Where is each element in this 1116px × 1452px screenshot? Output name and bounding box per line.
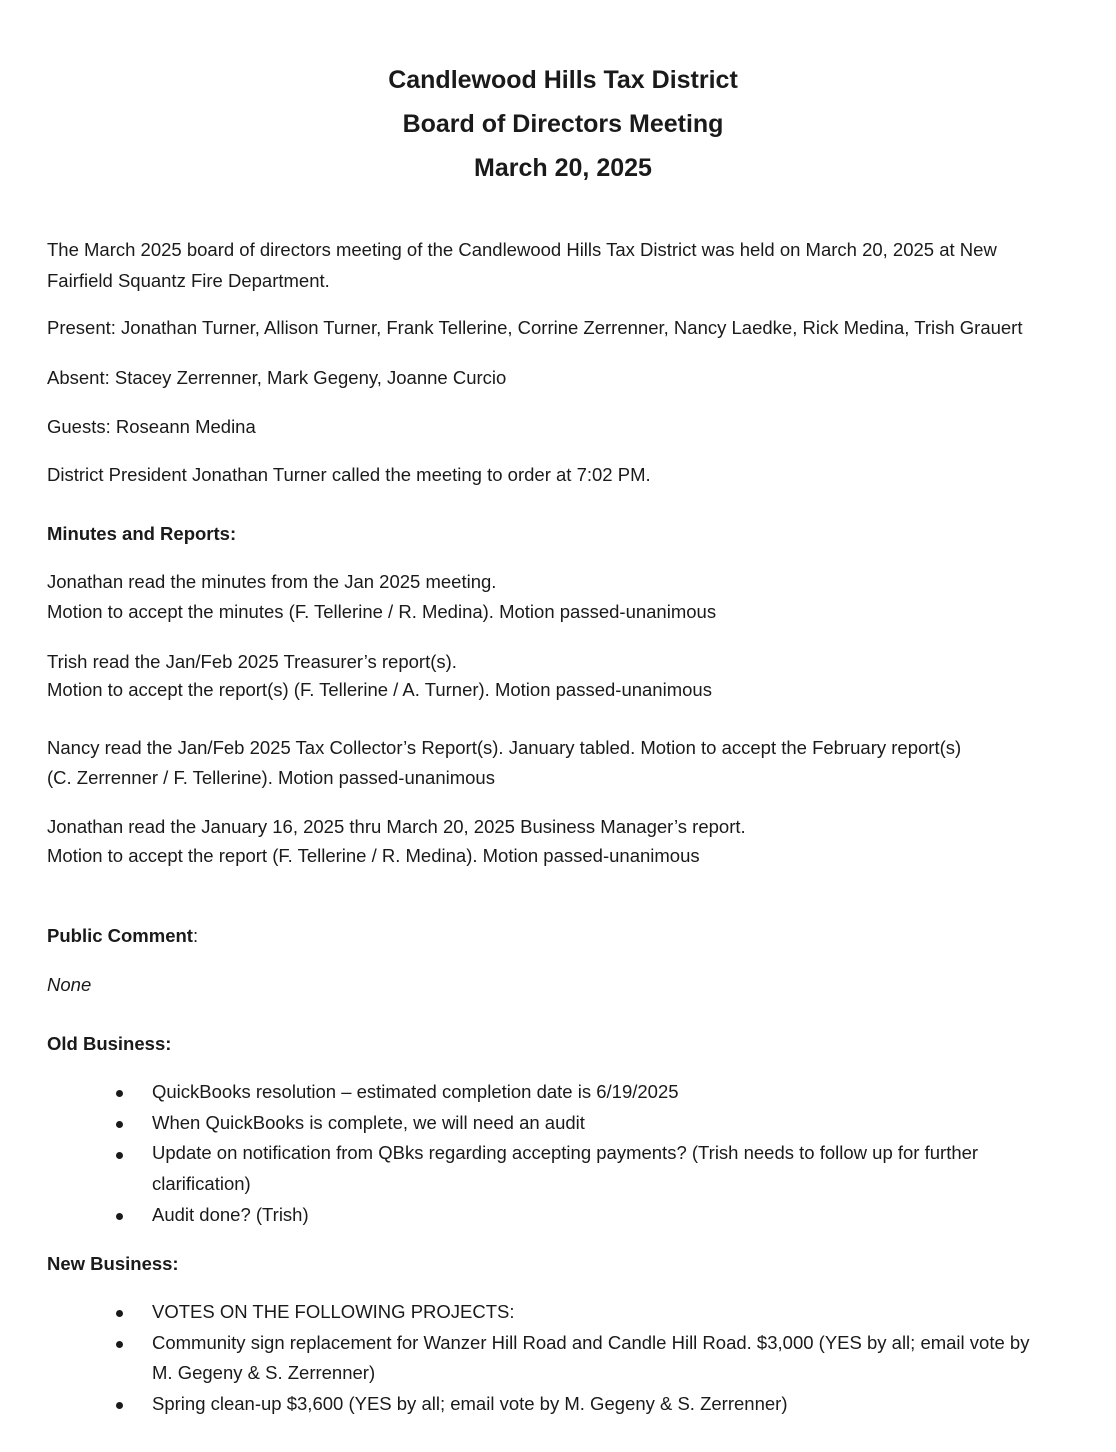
list-item-text: When QuickBooks is complete, we will need an audit (152, 1112, 585, 1133)
list-item-text: Community sign replacement for Wanzer Hill Road and Candle Hill Road. $3,000 (YES by all; email vote by (152, 1332, 1030, 1353)
call-to-order-line: District President Jonathan Turner called the meeting to order at 7:02 PM. (47, 464, 651, 485)
list-item-text: Audit done? (Trish) (152, 1204, 309, 1225)
bullet-icon (116, 1213, 123, 1220)
report-item-line: Motion to accept the report (F. Tellerine / R. Medina). Motion passed-unanimous (47, 845, 700, 866)
list-item-text-continued: M. Gegeny & S. Zerrenner) (152, 1362, 376, 1383)
list-item-text: Spring clean-up $3,600 (YES by all; email vote by M. Gegeny & S. Zerrenner) (152, 1393, 788, 1414)
title-date: March 20, 2025 (474, 154, 652, 182)
report-item-line: Jonathan read the January 16, 2025 thru March 20, 2025 Business Manager’s report. (47, 816, 746, 837)
list-item-text: QuickBooks resolution – estimated completion date is 6/19/2025 (152, 1081, 679, 1102)
report-item-line: Motion to accept the report(s) (F. Tellerine / A. Turner). Motion passed-unanimous (47, 679, 712, 700)
minutes-reports-heading: Minutes and Reports: (47, 523, 237, 544)
public-comment-label: Public Comment (47, 925, 193, 946)
report-item-line: Jonathan read the minutes from the Jan 2025 meeting. (47, 571, 497, 592)
bullet-icon (116, 1402, 123, 1409)
public-comment-heading (47, 921, 198, 951)
document-title (0, 58, 1116, 190)
bullet-icon (116, 1152, 123, 1159)
report-item-line: Trish read the Jan/Feb 2025 Treasurer’s report(s). (47, 651, 457, 672)
title-meeting: Board of Directors Meeting (402, 110, 724, 138)
list-item-text-continued: clarification) (152, 1173, 251, 1194)
report-item-line: Motion to accept the minutes (F. Tellerine / R. Medina). Motion passed-unanimous (47, 601, 717, 622)
list-item-text: VOTES ON THE FOLLOWING PROJECTS: (152, 1301, 515, 1322)
public-comment-colon: : (192, 925, 199, 946)
bullet-icon (116, 1341, 123, 1348)
title-district: Candlewood Hills Tax District (388, 66, 738, 94)
bullet-icon (116, 1090, 123, 1097)
guests-line: Guests: Roseann Medina (47, 416, 256, 437)
intro-line-1: The March 2025 board of directors meeting of the Candlewood Hills Tax District was held on March 20, 2025 at New (47, 239, 997, 260)
report-item-line: (C. Zerrenner / F. Tellerine). Motion passed-unanimous (47, 767, 495, 788)
report-item-line: Nancy read the Jan/Feb 2025 Tax Collector’s Report(s). January tabled. Motion to accept the February report(s) (47, 737, 962, 758)
old-business-heading: Old Business: (47, 1033, 172, 1054)
bullet-icon (116, 1121, 123, 1128)
new-business-heading: New Business: (47, 1253, 179, 1274)
public-comment-text: None (47, 974, 92, 995)
bullet-icon (116, 1310, 123, 1317)
present-line: Present: Jonathan Turner, Allison Turner, Frank Tellerine, Corrine Zerrenner, Nancy Laedke, Rick Medina, Trish Grauert (47, 317, 1023, 338)
absent-line: Absent: Stacey Zerrenner, Mark Gegeny, Joanne Curcio (47, 367, 507, 388)
list-item-text: Update on notification from QBks regarding accepting payments? (Trish needs to follow up for further (152, 1142, 979, 1163)
intro-line-2: Fairfield Squantz Fire Department. (47, 270, 330, 291)
